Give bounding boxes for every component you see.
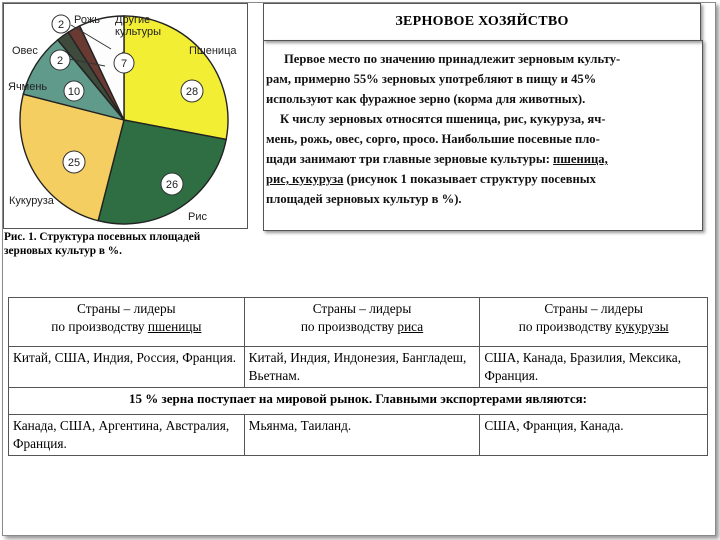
header-corn-line2 bbox=[484, 318, 703, 336]
text-line-3: используют как фуражное зерно (корма для животных). bbox=[266, 92, 586, 106]
text-line-4: К числу зерновых относятся пшеница, рис, кукуруза, яч- bbox=[280, 112, 606, 126]
text-line-8: площадей зерновых культур в %). bbox=[266, 192, 462, 206]
producers-rice: Китай, Индия, Индонезия, Бангладеш, Вьетнам. bbox=[244, 347, 480, 388]
table-row bbox=[9, 415, 708, 456]
header-rice-prefix: Страны – лидеры bbox=[312, 301, 412, 316]
other-label-line2: культуры bbox=[115, 26, 162, 38]
page-title: ЗЕРНОВОЕ ХОЗЯЙСТВО bbox=[263, 3, 701, 41]
header-corn-prefix: Страны – лидеры bbox=[544, 301, 643, 316]
pie-chart-figure bbox=[3, 3, 248, 229]
rye-value: 2 bbox=[57, 19, 65, 31]
oats-value: 2 bbox=[56, 55, 64, 67]
corn-value: 25 bbox=[67, 157, 81, 169]
table-header-row bbox=[9, 298, 708, 347]
header-corn-mid: по производству bbox=[518, 319, 616, 334]
wheat-label: Пшеница bbox=[189, 45, 237, 57]
figure-caption-line1: Рис. 1. Структура посевных площадей bbox=[4, 231, 201, 243]
text-line-6-a: щади занимают три главные зерновые культуры: bbox=[266, 152, 554, 166]
text-line-7 bbox=[266, 169, 698, 189]
header-corn bbox=[480, 298, 708, 347]
header-rice bbox=[244, 298, 480, 347]
main-crops-rice-corn: рис, кукуруза bbox=[266, 172, 344, 186]
text-line-1: Первое место по значению принадлежит зерновым культу- bbox=[284, 52, 621, 66]
header-rice-crop: риса bbox=[397, 319, 424, 334]
producers-corn: США, Канада, Бразилия, Мексика, Франция. bbox=[480, 347, 708, 388]
exporters-wheat: Канада, США, Аргентина, Австралия, Франция. bbox=[9, 415, 245, 456]
intro-text-box bbox=[263, 40, 703, 231]
text-line-6 bbox=[266, 149, 698, 169]
rice-value: 26 bbox=[165, 179, 179, 191]
figure-caption-line2: зерновых культур в %. bbox=[4, 245, 122, 257]
other-value: 7 bbox=[120, 58, 128, 70]
producers-wheat: Китай, США, Индия, Россия, Франция. bbox=[9, 347, 245, 388]
exporters-rice: Мьянма, Таиланд. bbox=[244, 415, 480, 456]
header-wheat-mid: по производству bbox=[51, 319, 148, 334]
text-line-2: рам, примерно 55% зерновых употребляют в пищу и 45% bbox=[266, 72, 597, 86]
table-note-row bbox=[9, 388, 708, 415]
header-wheat-crop: пшеницы bbox=[147, 319, 202, 334]
text-line-7-b: (рисунок 1 показывает структуру посевных bbox=[343, 172, 596, 186]
main-crops-wheat: пшеница, bbox=[553, 152, 608, 166]
leaders-table bbox=[8, 297, 708, 456]
other-label-line1: Другие bbox=[115, 14, 151, 26]
barley-value: 10 bbox=[67, 86, 81, 98]
barley-label: Ячмень bbox=[8, 81, 48, 93]
export-note: 15 % зерна поступает на мировой рынок. Главными экспортерами являются: bbox=[9, 388, 708, 415]
figure-caption bbox=[4, 230, 254, 258]
corn-label: Кукуруза bbox=[9, 195, 54, 207]
wheat-value: 28 bbox=[185, 86, 199, 98]
header-wheat-line2 bbox=[13, 318, 240, 336]
oats-label: Овес bbox=[12, 45, 38, 57]
header-corn-crop: кукурузы bbox=[615, 319, 669, 334]
text-line-5: мень, рожь, овес, сорго, просо. Наибольшие посевные пло- bbox=[266, 132, 600, 146]
header-rice-mid: по производству bbox=[300, 319, 398, 334]
exporters-corn: США, Франция, Канада. bbox=[480, 415, 708, 456]
header-wheat bbox=[9, 298, 245, 347]
table-row bbox=[9, 347, 708, 388]
rice-label: Рис bbox=[188, 211, 207, 223]
rye-label: Рожь bbox=[74, 14, 100, 26]
header-wheat-prefix: Страны – лидеры bbox=[77, 301, 176, 316]
pie-chart-svg bbox=[4, 4, 247, 228]
header-rice-line2 bbox=[249, 318, 476, 336]
